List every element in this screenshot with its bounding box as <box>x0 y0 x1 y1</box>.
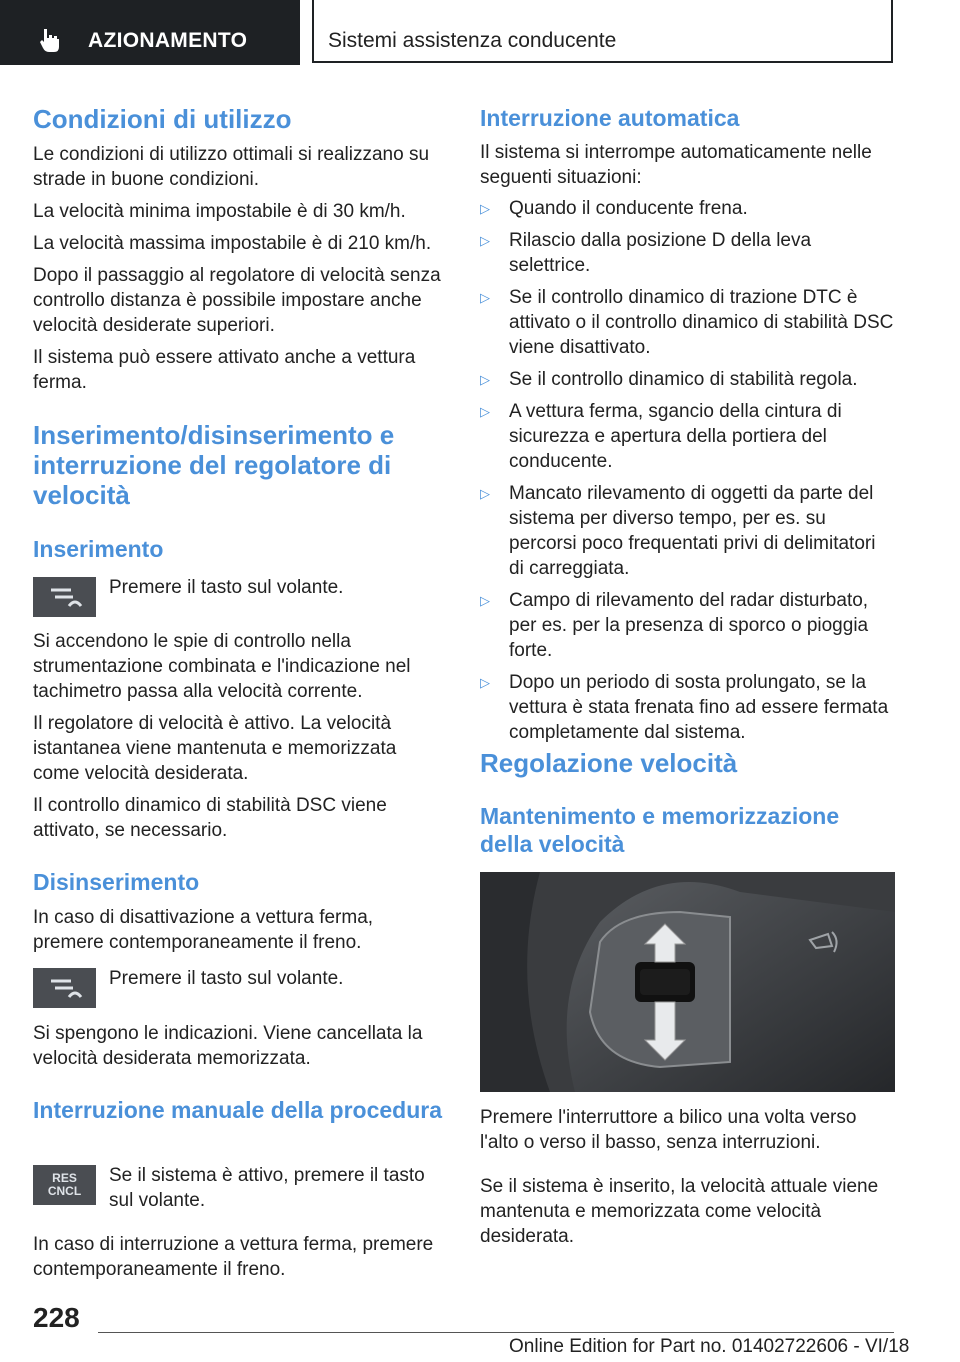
automatica-intro: Il sistema si interrompe automaticamente nelle seguenti situazioni: <box>480 142 872 188</box>
footer-edition: Online Edition for Part no. 01402722606 - VI/18 <box>509 1336 910 1357</box>
heading-manuale: Interruzione manuale della procedura <box>33 1097 442 1123</box>
conditions-paragraph-4: Dopo il passaggio al regolatore di velocità senza controllo distanza è possibile impostare anche velocità desiderate superiori. <box>33 265 441 336</box>
list-item: ▷ Rilascio dalla posizione D della leva selettrice. <box>480 230 812 276</box>
disinserimento-button-text: Premere il tasto sul volante. <box>109 968 344 989</box>
steering-wheel-illustration <box>480 872 895 1092</box>
list-item: ▷ Mancato rilevamento di oggetti da parte del sistema per diverso tempo, per es. su percorsi poco frequentati privi di delimitatori di carreggiata. <box>480 483 876 579</box>
chapter-box <box>312 0 893 63</box>
mantenimento-paragraph-1: Premere l'interruttore a bilico una volta verso l'alto o verso il basso, senza interruzioni. <box>480 1107 857 1153</box>
triangle-bullet-icon: ▷ <box>480 593 490 608</box>
chapter-title: Sistemi assistenza conducente <box>328 29 617 52</box>
res-label: RES <box>52 1171 77 1185</box>
cncl-label: CNCL <box>47 1184 82 1198</box>
section-title: AZIONAMENTO <box>88 29 248 52</box>
heading-inserimento-main: Inserimento/disinserimento e interruzione del regolatore di velocità <box>33 420 395 510</box>
list-item: ▷ Dopo un periodo di sosta prolungato, se la vettura è stata frenata fino ad essere fermata completamente dal sistema. <box>480 672 889 743</box>
conditions-paragraph-3: La velocità massima impostabile è di 210 km/h. <box>33 233 432 254</box>
conditions-paragraph-2: La velocità minima impostabile è di 30 km/h. <box>33 201 406 222</box>
heading-mantenimento: Mantenimento e memorizzazione della velocità <box>480 803 840 857</box>
cruise-control-icon <box>45 975 85 1001</box>
inserimento-paragraph-1: Si accendono le spie di controllo nella strumentazione combinata e l'indicazione nel tachimetro passa alla velocità corrente. <box>33 631 411 702</box>
list-item: ▷ Quando il conducente frena. <box>480 198 748 219</box>
list-item: ▷ Se il controllo dinamico di stabilità regola. <box>480 369 858 390</box>
steering-wheel-rocker-switch-photo <box>480 872 895 1092</box>
automatica-list <box>480 196 895 752</box>
inserimento-paragraph-2: Il regolatore di velocità è attivo. La velocità istantanea viene mantenuta e memorizzata come velocità desiderata. <box>33 713 397 784</box>
list-item: ▷ Campo di rilevamento del radar disturbato, per es. per la presenza di sporco o pioggia forte. <box>480 590 869 661</box>
footer-divider <box>98 1332 894 1333</box>
triangle-bullet-icon: ▷ <box>480 290 490 305</box>
cruise-control-button-image-2 <box>33 968 96 1008</box>
cruise-control-button-image <box>33 577 96 617</box>
triangle-bullet-icon: ▷ <box>480 201 490 216</box>
disinserimento-paragraph-1: In caso di disattivazione a vettura ferma, premere contemporaneamente il freno. <box>33 907 374 953</box>
triangle-bullet-icon: ▷ <box>480 675 490 690</box>
inserimento-paragraph-3: Il controllo dinamico di stabilità DSC viene attivato, se necessario. <box>33 795 387 841</box>
list-item: ▷ A vettura ferma, sgancio della cintura di sicurezza e apertura della portiera del conducente. <box>480 401 842 472</box>
mantenimento-paragraph-2: Se il sistema è inserito, la velocità attuale viene mantenuta e memorizzata come velocità desiderata. <box>480 1176 879 1247</box>
conditions-paragraph-1: Le condizioni di utilizzo ottimali si realizzano su strade in buone condizioni. <box>33 144 430 190</box>
triangle-bullet-icon: ▷ <box>480 486 490 501</box>
heading-disinserimento: Disinserimento <box>33 869 200 895</box>
manuale-paragraph-1: In caso di interruzione a vettura ferma, premere contemporaneamente il freno. <box>33 1234 434 1280</box>
res-cncl-button-image <box>33 1165 96 1205</box>
conditions-paragraph-5: Il sistema può essere attivato anche a vettura ferma. <box>33 347 416 393</box>
list-item: ▷ Se il controllo dinamico di trazione DTC è attivato o il controllo dinamico di stabilità DSC viene disattivato. <box>480 287 894 358</box>
page-number: 228 <box>33 1302 80 1333</box>
triangle-bullet-icon: ▷ <box>480 404 490 419</box>
heading-inserimento: Inserimento <box>33 536 164 562</box>
section-tab <box>0 0 300 65</box>
heading-automatica: Interruzione automatica <box>480 105 740 131</box>
inserimento-button-text: Premere il tasto sul volante. <box>109 577 344 598</box>
heading-conditions: Condizioni di utilizzo <box>33 104 292 134</box>
triangle-bullet-icon: ▷ <box>480 233 490 248</box>
triangle-bullet-icon: ▷ <box>480 372 490 387</box>
disinserimento-paragraph-2: Si spengono le indicazioni. Viene cancellata la velocità desiderata memorizzata. <box>33 1023 423 1069</box>
manuale-button-text: Se il sistema è attivo, premere il tasto sul volante. <box>109 1165 425 1211</box>
heading-regolazione: Regolazione velocità <box>480 748 738 778</box>
cruise-control-icon <box>45 584 85 610</box>
hand-pointer-icon <box>38 27 62 53</box>
